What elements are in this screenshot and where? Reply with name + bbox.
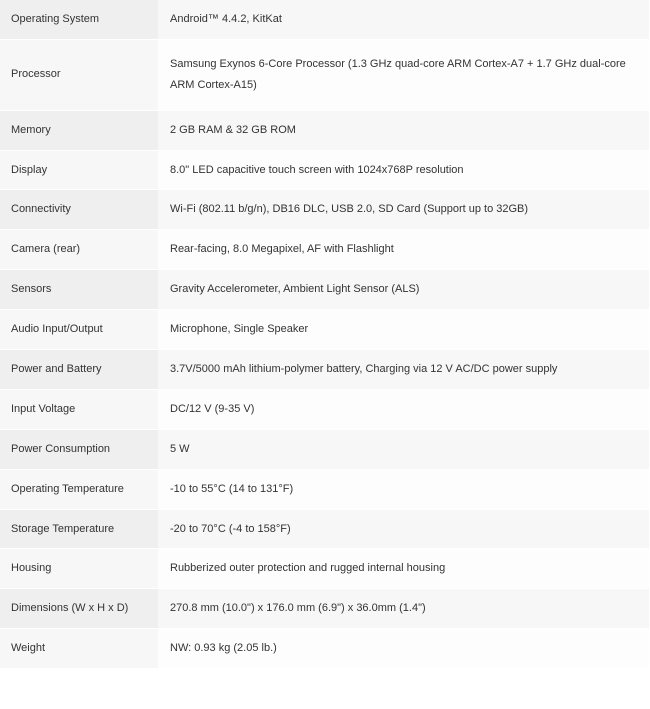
spec-value: 3.7V/5000 mAh lithium-polymer battery, Charging via 12 V AC/DC power supply <box>158 350 649 390</box>
spec-label: Camera (rear) <box>0 230 158 270</box>
spec-value: Gravity Accelerometer, Ambient Light Sensor (ALS) <box>158 270 649 310</box>
table-row <box>0 509 649 549</box>
table-row <box>0 230 649 270</box>
spec-value: -20 to 70°C (-4 to 158°F) <box>158 509 649 549</box>
spec-value: 8.0" LED capacitive touch screen with 1024x768P resolution <box>158 150 649 190</box>
table-row <box>0 310 649 350</box>
spec-value: Samsung Exynos 6-Core Processor (1.3 GHz quad-core ARM Cortex-A7 + 1.7 GHz dual-core ARM Cortex-A15) <box>158 39 649 110</box>
spec-label: Memory <box>0 110 158 150</box>
spec-label: Input Voltage <box>0 389 158 429</box>
table-row <box>0 549 649 589</box>
spec-value: -10 to 55°C (14 to 131°F) <box>158 469 649 509</box>
spec-label: Audio Input/Output <box>0 310 158 350</box>
table-row <box>0 150 649 190</box>
table-row <box>0 429 649 469</box>
spec-label: Dimensions (W x H x D) <box>0 589 158 629</box>
table-row <box>0 0 649 39</box>
spec-value: DC/12 V (9-35 V) <box>158 389 649 429</box>
spec-label: Sensors <box>0 270 158 310</box>
table-row <box>0 469 649 509</box>
spec-value: Android™ 4.4.2, KitKat <box>158 0 649 39</box>
spec-value: 270.8 mm (10.0") x 176.0 mm (6.9") x 36.0mm (1.4") <box>158 589 649 629</box>
spec-value: Rubberized outer protection and rugged internal housing <box>158 549 649 589</box>
spec-label: Weight <box>0 629 158 669</box>
spec-value: Rear-facing, 8.0 Megapixel, AF with Flashlight <box>158 230 649 270</box>
table-row <box>0 589 649 629</box>
table-row <box>0 629 649 669</box>
table-row <box>0 389 649 429</box>
spec-value: 2 GB RAM & 32 GB ROM <box>158 110 649 150</box>
spec-label: Power Consumption <box>0 429 158 469</box>
spec-value: NW: 0.93 kg (2.05 lb.) <box>158 629 649 669</box>
spec-value: Wi-Fi (802.11 b/g/n), DB16 DLC, USB 2.0, SD Card (Support up to 32GB) <box>158 190 649 230</box>
spec-value: 5 W <box>158 429 649 469</box>
spec-label: Operating System <box>0 0 158 39</box>
spec-label: Display <box>0 150 158 190</box>
spec-label: Power and Battery <box>0 350 158 390</box>
spec-label: Storage Temperature <box>0 509 158 549</box>
table-row <box>0 39 649 110</box>
table-row <box>0 110 649 150</box>
spec-label: Housing <box>0 549 158 589</box>
page-bottom-spacer <box>0 669 650 709</box>
table-row <box>0 350 649 390</box>
table-row <box>0 190 649 230</box>
table-row <box>0 270 649 310</box>
spec-label: Connectivity <box>0 190 158 230</box>
spec-label: Processor <box>0 39 158 110</box>
spec-value: Microphone, Single Speaker <box>158 310 649 350</box>
spec-label: Operating Temperature <box>0 469 158 509</box>
